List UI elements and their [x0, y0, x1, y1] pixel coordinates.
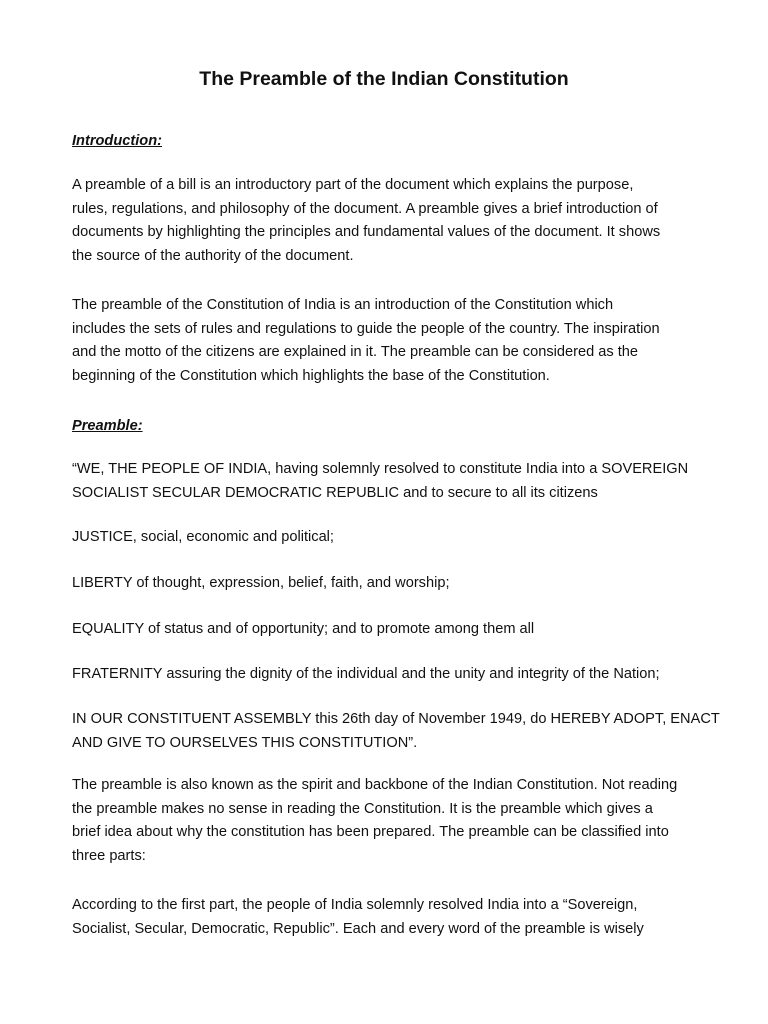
text-line: IN OUR CONSTITUENT ASSEMBLY this 26th day of November 1949, do HEREBY ADOPT, ENACT: [72, 711, 720, 727]
text-line: The preamble is also known as the spirit and backbone of the Indian Constitution. Not reading: [72, 777, 678, 793]
spirit-paragraph: [72, 774, 702, 868]
text-line: and the motto of the citizens are explained in it. The preamble can be considered as the: [72, 344, 638, 361]
text-line: “WE, THE PEOPLE OF INDIA, having solemnly resolved to constitute India into a SOVEREIGN: [72, 461, 689, 477]
first-part-paragraph: [72, 894, 702, 941]
text-line: beginning of the Constitution which highlights the base of the Constitution.: [72, 367, 550, 384]
text-line: The preamble of the Constitution of India is an introduction of the Constitution which: [72, 297, 614, 313]
document-title: The Preamble of the Indian Constitution: [199, 68, 569, 90]
text-line: SOCIALIST SECULAR DEMOCRATIC REPUBLIC and to secure to all its citizens: [72, 484, 598, 501]
assembly-paragraph: [72, 708, 720, 755]
justice-line: JUSTICE, social, economic and political;: [72, 529, 334, 545]
intro-paragraph-1: [72, 174, 702, 268]
text-line: includes the sets of rules and regulations to guide the people of the country. The inspiration: [72, 320, 660, 337]
preamble-opening: [72, 458, 702, 505]
text-line: According to the first part, the people of India solemnly resolved India into a “Sovereign,: [72, 897, 638, 913]
text-line: Socialist, Secular, Democratic, Republic”. Each and every word of the preamble is wisely: [72, 920, 644, 937]
text-line: AND GIVE TO OURSELVES THIS CONSTITUTION”.: [72, 734, 418, 751]
introduction-heading: Introduction:: [72, 133, 162, 149]
text-line: three parts:: [72, 847, 146, 864]
text-line: rules, regulations, and philosophy of the document. A preamble gives a brief introduction of: [72, 200, 658, 217]
text-line: documents by highlighting the principles and fundamental values of the document. It shows: [72, 224, 661, 241]
liberty-line: LIBERTY of thought, expression, belief, faith, and worship;: [72, 575, 450, 591]
text-line: brief idea about why the constitution has been prepared. The preamble can be classified into: [72, 824, 669, 841]
intro-paragraph-2: [72, 294, 702, 388]
text-line: the source of the authority of the document.: [72, 247, 354, 264]
text-line: the preamble makes no sense in reading the Constitution. It is the preamble which gives a: [72, 800, 653, 817]
preamble-heading: Preamble:: [72, 418, 143, 434]
text-line: A preamble of a bill is an introductory part of the document which explains the purpose,: [72, 177, 634, 193]
fraternity-line: FRATERNITY assuring the dignity of the individual and the unity and integrity of the Nation;: [72, 666, 660, 682]
equality-line: EQUALITY of status and of opportunity; and to promote among them all: [72, 621, 535, 637]
